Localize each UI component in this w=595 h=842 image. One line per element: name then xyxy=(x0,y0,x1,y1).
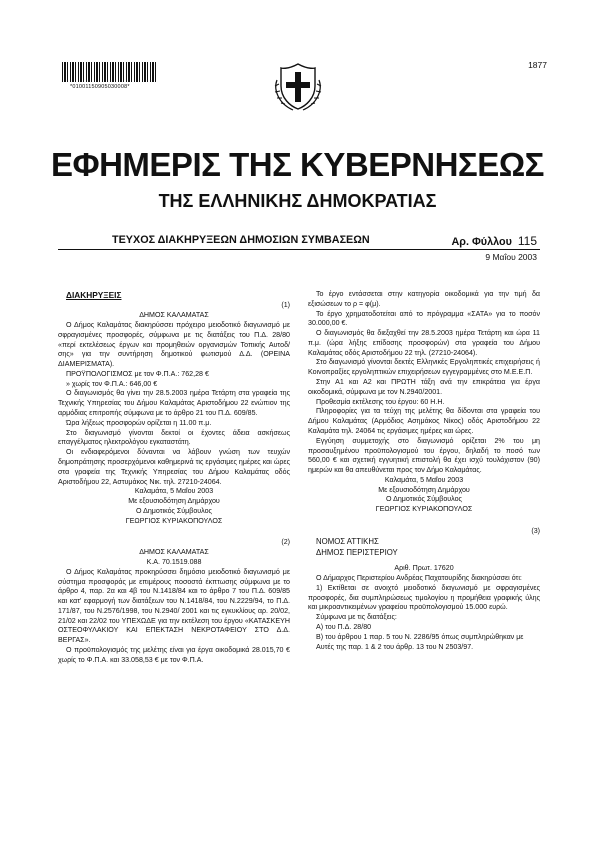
issue-number: 115 xyxy=(517,234,537,248)
paragraph: Πληροφορίες για τα τεύχη της μελέτης θα δίδονται στα γραφεία του Δήμου Καλαμάτας (Αρμόδιος Ασημάκος Νίκος) οδός Αριστοδήμου 22 Καλαμάτα τηλ. 24064 τις εργάσιμες ημέρες και ώρες. xyxy=(308,407,540,435)
signature-line: Με εξουσιοδότηση Δημάρχου xyxy=(128,497,220,506)
header-rule xyxy=(58,249,540,250)
paragraph: Ο Δήμαρχος Περιστερίου Ανδρέας Παχατουρίδης διακηρύσσει ότι: xyxy=(316,574,522,583)
budget-line: » χωρίς τον Φ.Π.Α.: 646,00 € xyxy=(66,379,158,388)
paragraph: Προθεσμία εκτέλεσης του έργου: 60 Η.Η. xyxy=(316,397,445,406)
paragraph: Στο διαγωνισμό γίνονται δεκτές Ελληνικές Εργοληπτικές επιχειρήσεις ή Κοινοπραξίες εργοληπτικών επιχειρήσεων εγγεγραμμένες στο Μ.Ε.Ε.Π. xyxy=(308,358,540,377)
paragraph: Ο διαγωνισμός θα γίνει την 28.5.2003 ημέρα Τετάρτη στα γραφεία της Τεχνικής Υπηρεσίας του Δήμου Καλαμάτας Αριστοδήμου 22 ενώπιον της αρμόδιας επιτροπής σύμφωνα με το άρθρο 21 του Π.Δ. 609/85. xyxy=(58,389,290,418)
notice-authority: ΔΗΜΟΣ ΚΑΛΑΜΑΤΑΣ xyxy=(139,311,209,320)
paragraph: Αυτές της παρ. 1 & 2 του άρθρ. 13 του Ν 2503/97. xyxy=(316,642,474,651)
paragraph: Α) του Π.Δ. 28/80 xyxy=(316,622,372,631)
section-heading: ΔΙΑΚΗΡΥΞΕΙΣ xyxy=(66,290,122,300)
place-date: Καλαμάτα, 5 Μαΐου 2003 xyxy=(134,487,214,496)
barcode xyxy=(62,62,158,82)
paragraph: Ο Δήμος Καλαμάτας διακηρύσσει πρόχειρο μειοδοτικό διαγωνισμό με σφραγισμένες προσφορές, σύμφωνα με τις διατάξεις του Π.Δ. 28/80 «περί εκτελέσεως έργων και προμηθειών οργανισμών Τοπικής Αυτοδ/σης» για την συντήρηση δημοτικού φωτισμού Δ.Δ. (ΟΡΕΙΝΑ ΔΙΑΜΕΡΙΣΜΑΤΑ). xyxy=(58,321,290,369)
gazette-subtitle: ΤΗΣ ΕΛΛΗΝΙΚΗΣ ΔΗΜΟΚΡΑΤΙΑΣ xyxy=(158,191,437,211)
signature-line: Ο Δημοτικός Σύμβουλος xyxy=(136,506,212,515)
coat-of-arms-icon xyxy=(273,60,323,112)
issue-series: ΤΕΥΧΟΣ ΔΙΑΚΗΡΥΞΕΩΝ ΔΗΜΟΣΙΩΝ ΣΥΜΒΑΣΕΩΝ xyxy=(112,234,370,246)
budget-line: ΠΡΟΫΠΟΛΟΓΙΣΜΟΣ με τον Φ.Π.Α.: 762,28 € xyxy=(66,369,209,378)
budget-code: Κ.Α. 70.1519.088 xyxy=(146,557,202,566)
paragraph: Β) του άρθρου 1 παρ. 5 του Ν. 2286/95 όπως συμπληρώθηκαν με xyxy=(316,632,524,641)
paragraph: Σύμφωνα με τις διατάξεις: xyxy=(316,613,397,622)
barcode-number: *01001150905030008* xyxy=(70,84,130,90)
notice-authority: ΔΗΜΟΣ ΚΑΛΑΜΑΤΑΣ xyxy=(139,548,209,557)
place-date: Καλαμάτα, 5 Μαΐου 2003 xyxy=(384,475,464,484)
notice-authority: ΔΗΜΟΣ ΠΕΡΙΣΤΕΡΙΟΥ xyxy=(316,547,398,557)
signatory-name: ΓΕΩΡΓΙΟΣ ΚΥΡΙΑΚΟΠΟΥΛΟΣ xyxy=(375,505,473,514)
issue-label: Αρ. Φύλλου xyxy=(451,236,512,248)
paragraph: Το έργο χρηματοδοτείται από το πρόγραμμα «ΣΑΤΑ» για το ποσόν 30.000,00 €. xyxy=(308,309,540,328)
signatory-name: ΓΕΩΡΓΙΟΣ ΚΥΡΙΑΚΟΠΟΥΛΟΣ xyxy=(125,516,223,525)
gazette-title: ΕΦΗΜΕΡΙΣ ΤΗΣ ΚΥΒΕΡΝΗΣΕΩΣ xyxy=(51,146,544,183)
notice-region: ΝΟΜΟΣ ΑΤΤΙΚΗΣ xyxy=(316,536,379,546)
paragraph: Το έργο εντάσσεται στην κατηγορία οικοδομικά για την τιμή δα εξισώσεων το ρ = φ(μ). xyxy=(308,290,540,308)
right-column xyxy=(308,290,540,652)
paragraph: Οι ενδιαφερόμενοι δύνανται να λάβουν γνώση των τευχών δημοπράτησης προσερχόμενοι καθημερινά τις εργάσιμες ημέρες και ώρες στα γραφεία της Τεχνικής Υπηρεσίας του Δήμου Καλαμάτας οδός Αριστοδήμου 22, Αστυμάκος Νικ. τηλ. 27210-24064. xyxy=(58,448,290,486)
paragraph: Στην Α1 και Α2 και ΠΡΩΤΗ τάξη ανά την επικράτεια για έργα οικοδομικά, σύμφωνα με τον Ν.2940/2001. xyxy=(308,378,540,396)
protocol-number: Αριθ. Πρωτ. 17620 xyxy=(394,564,454,573)
left-column xyxy=(58,290,290,666)
page-number: 1877 xyxy=(528,60,547,70)
paragraph: 1) Εκτίθεται σε ανοιχτό μειοδοτικό διαγωνισμό με σφραγισμένες προσφορές, δια συμπληρώσεως τιμολογίου η προμήθεια γραφικής ύλης και μικροαντικειμένων γραφείου προϋπολογισμού 15.000 ευρώ. xyxy=(308,583,540,612)
notice-number: (1) xyxy=(281,301,290,310)
notice-number: (3) xyxy=(531,526,540,535)
signature-line: Με εξουσιοδότηση Δημάρχου xyxy=(378,485,470,494)
paragraph: Εγγύηση συμμετοχής στο διαγωνισμό ορίζεται 2% του μη προσαυξημένου προϋπολογισμού του έργου, δηλαδή το ποσό των 560,00 € και σχετική εγγυητική επιστολή θα έχει ισχύ τουλάχιστον (90) ημερών και θα απευθύνεται προς τον Δήμο Καλαμάτας. xyxy=(308,436,540,475)
paragraph: Ώρα λήξεως προσφορών ορίζεται η 11.00 π.μ. xyxy=(66,418,212,427)
issue-date: 9 Μαΐου 2003 xyxy=(485,252,537,262)
paragraph: Ο διαγωνισμός θα διεξαχθεί την 28.5.2003 ημέρα Τετάρτη και ώρα 11 π.μ. (ώρα λήξης επίδοσης προσφορών) στα γραφεία του Δήμου Καλαμάτας οδός Αριστοδήμου 22 τηλ. (27210-24064). xyxy=(308,329,540,357)
paragraph: Στο διαγωνισμό γίνονται δεκτοί οι έχοντες άδεια ασκήσεως επαγγέλματος ηλεκτρολόγου εγκαταστάτη. xyxy=(58,428,290,447)
paragraph: Ο Δήμος Καλαμάτας προκηρύσσει δημόσιο μειοδοτικό διαγωνισμό με σύστημα προσφοράς με επιμέρους ποσοστά έκπτωσης σύμφωνα με το άρθρο 4, παρ. 2α και 4β του Ν.1418/84 και το άρθρο 7 του Π.Δ. 609/85 και κατ' εφαρμογή των διατάξεων του Ν.1418/84, του Ν.2229/94, το Π.Δ. 171/87, του Ν.2576/1998, του Ν.2940/ 2001 και τις εγκυκλίους αρ. 20/02, 21/02 και 22/02 του ΥΠΕΧΩΔΕ για την εκτέλεση του έργου «ΚΑΤΑΣΚΕΥΗ ΟΣΤΕΟΦΥΛΑΚΙΟΥ ΚΑΙ ΕΠΕΚΤΑΣΗ ΝΕΚΡΟΤΑΦΕΙΟΥ ΣΤΟ Δ.Δ. ΒΕΡΓΑΣ». xyxy=(58,567,290,645)
issue-number-block xyxy=(451,234,537,248)
signature-line: Ο Δημοτικός Σύμβουλος xyxy=(386,495,462,504)
paragraph: Ο προϋπολογισμός της μελέτης είναι για έργα οικοδομικά 28.015,70 € χωρίς το Φ.Π.Α. και 33.058,53 € με τον Φ.Π.Α. xyxy=(58,646,290,664)
notice-number: (2) xyxy=(281,538,290,547)
